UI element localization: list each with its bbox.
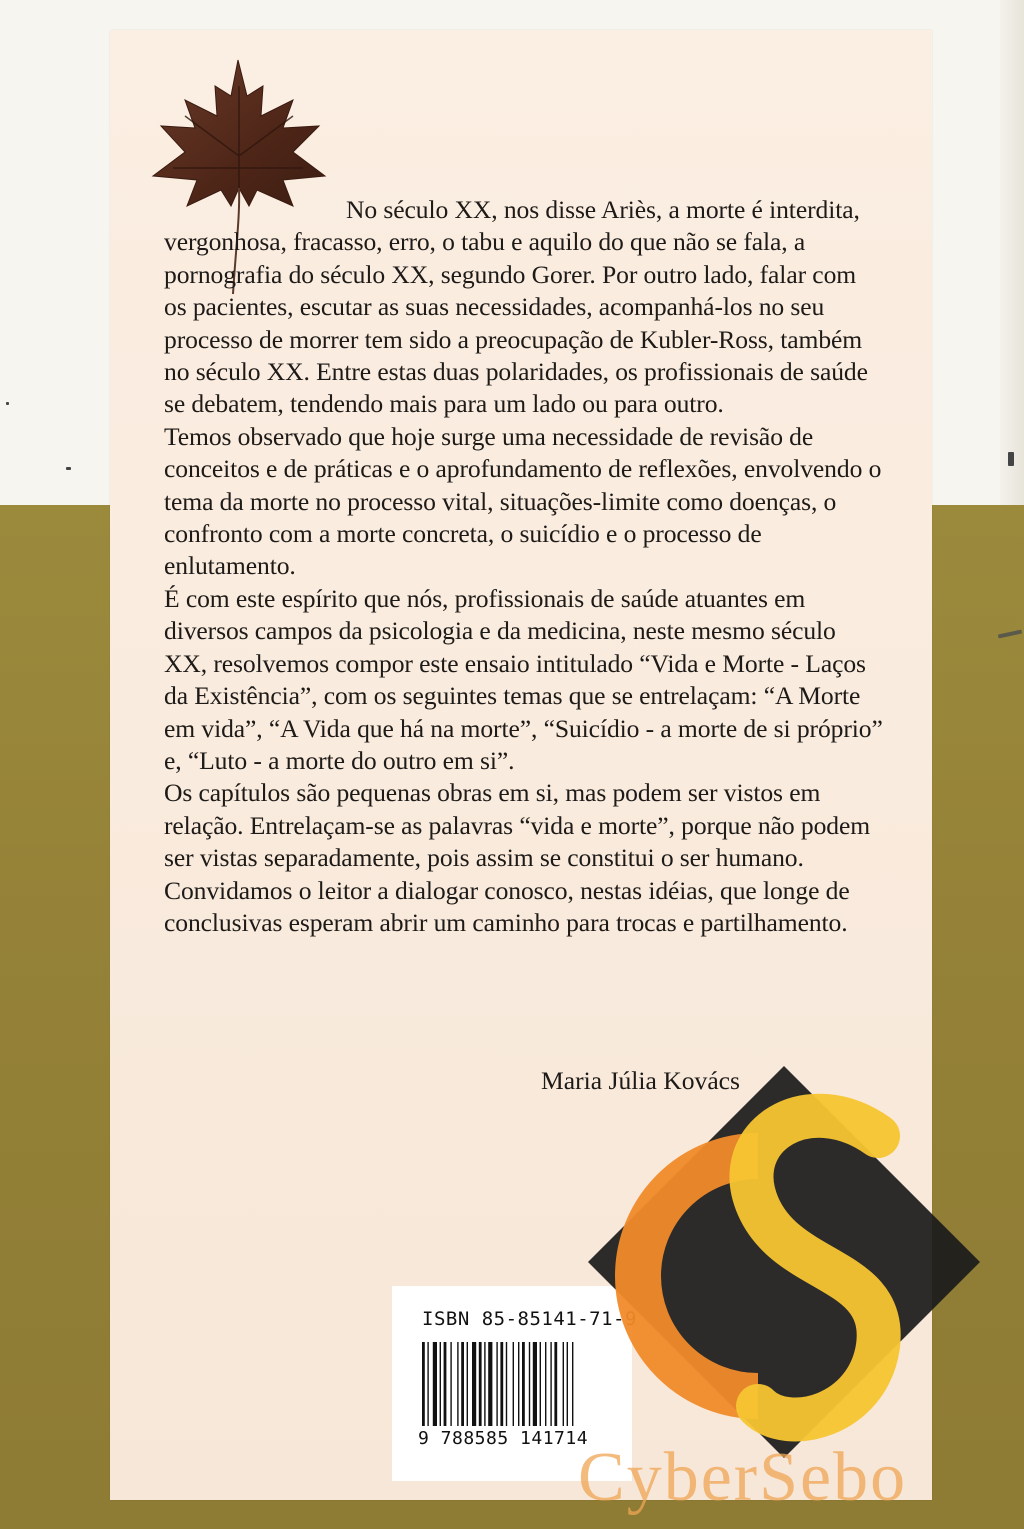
paragraph-1: No século XX, nos disse Ariès, a morte é interdita, vergonhosa, fracasso, erro, o tabu e aquilo do que não se fala, a pornografia do século XX, segundo Gorer. Por outro lado, falar com os pacientes, escutar as suas necessidades, acompanhá-los no seu processo de morrer tem sido a preocupação de Kubler-Ross, também no século XX. Entre estas duas polaridades, os profissionais de saúde se debatem, tendendo mais para um lado ou para outro.	[164, 195, 868, 419]
barcode-bar	[440, 1342, 441, 1426]
speck	[6, 402, 9, 405]
barcode-bar	[533, 1342, 537, 1426]
back-cover-text	[164, 194, 884, 939]
isbn-label: ISBN 85-85141-71-9	[422, 1308, 637, 1330]
page-edge	[1000, 0, 1024, 505]
barcode-bar	[484, 1342, 485, 1426]
barcode-bar	[506, 1342, 507, 1426]
paragraph-5: Convidamos o leitor a dialogar conosco, nestas idéias, que longe de conclusivas esperam abrir um caminho para trocas e partilhamento.	[164, 875, 850, 937]
barcode-bar	[467, 1342, 468, 1426]
barcode-bar	[427, 1342, 428, 1426]
watermark-text: CyberSebo	[578, 1439, 908, 1516]
barcode-bar	[444, 1342, 447, 1426]
barcode-bar	[488, 1342, 492, 1426]
barcode-bar	[513, 1342, 514, 1426]
paragraph-2: Temos observado que hoje surge uma necessidade de revisão de conceitos e de práticas e o aprofundamento de reflexões, envolvendo o tema da morte no processo vital, situações-limite como doenças, o confronto com a morte concreta, o suicídio e o processo de enlutamento.	[164, 421, 882, 581]
barcode-bar	[522, 1342, 525, 1426]
barcode-bar	[500, 1342, 503, 1426]
barcode-bar	[472, 1342, 476, 1426]
barcode-bar	[540, 1342, 541, 1426]
barcode-bar	[567, 1342, 568, 1426]
barcode-bar	[433, 1342, 437, 1426]
barcode-bar	[545, 1342, 546, 1426]
barcode-bar	[422, 1342, 425, 1426]
cybersebo-logo-icon	[588, 1066, 980, 1486]
paragraph-3: É com este espírito que nós, profissionais de saúde atuantes em diversos campos da psicologia e da medicina, neste mesmo século XX, resolvemos compor este ensaio intitulado “Vida e Morte - Laços da Existência”, com os seguintes temas que se entrelaçam: “A Morte em vida”, “A Vida que há na morte”, “Suicídio - a morte de si próprio” e, “Luto - a morte do outro em si”.	[164, 583, 883, 775]
barcode-bar	[572, 1342, 573, 1426]
barcode-bar	[529, 1342, 530, 1426]
barcode-bar	[461, 1342, 464, 1426]
barcode-bar	[479, 1342, 482, 1426]
barcode-bar	[518, 1342, 519, 1426]
barcode-bar	[550, 1342, 551, 1426]
paragraph-4: Os capítulos são pequenas obras em si, mas podem ser vistos em relação. Entrelaçam-se as palavras “vida e morte”, porque não podem ser vistas separadamente, pois assim se constitui o ser humano.	[164, 778, 871, 873]
barcode-bar	[554, 1342, 557, 1426]
author-signature: Maria Júlia Kovács	[541, 1066, 741, 1095]
barcode-digits: 9 788585 141714	[418, 1428, 589, 1449]
speck	[1008, 452, 1014, 466]
barcode-bar	[450, 1342, 451, 1426]
speck	[66, 467, 71, 470]
barcode-bar	[563, 1342, 564, 1426]
barcode-bar	[457, 1342, 458, 1426]
barcode-bar	[496, 1342, 497, 1426]
